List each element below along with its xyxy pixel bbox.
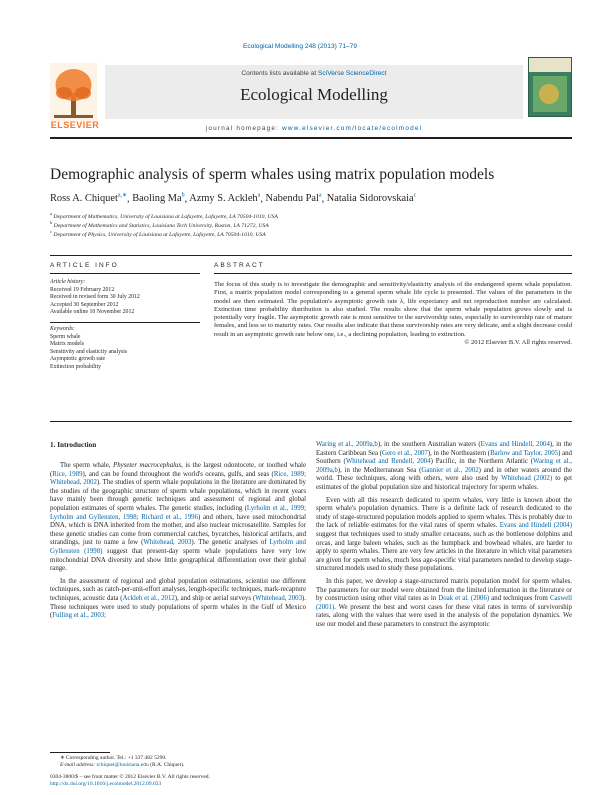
author-name: Nabendu Pal: [265, 193, 319, 205]
copyright-notice: © 2012 Elsevier B.V. All rights reserved.: [464, 339, 572, 347]
contents-prefix: Contents lists available at: [241, 70, 319, 77]
body-paragraph: [50, 578, 306, 621]
citation-link[interactable]: Rice, 1989: [52, 470, 83, 478]
citation-link[interactable]: Waring et al., 2009a,b: [316, 458, 573, 474]
author: [327, 193, 417, 204]
citation-link[interactable]: Whitehead, 2003: [143, 539, 192, 547]
text-run: , is the largest odontocete, or toothed whale (: [50, 462, 306, 478]
citation-link[interactable]: Gannier et al., 2002: [421, 466, 479, 474]
publisher-name: ELSEVIER: [50, 120, 100, 130]
author-affiliation-marker[interactable]: a: [318, 193, 322, 199]
keywords-label: Keywords:: [50, 326, 75, 332]
citation-link[interactable]: Gero et al., 2007: [382, 449, 428, 457]
email-link[interactable]: rchiquet@louisiana.edu: [96, 762, 149, 768]
citation-link[interactable]: Waring et al., 2009a,b: [316, 441, 378, 448]
author-affiliation-marker[interactable]: a,∗: [117, 193, 128, 199]
author: [50, 193, 127, 204]
keyword-item[interactable]: Matrix models: [50, 341, 84, 348]
keyword-item[interactable]: Sensitivity and elasticity analysis: [50, 348, 128, 355]
text-run: ) and in other waters around the world. These techniques, along with others, were also used by: [316, 466, 572, 483]
citation-link[interactable]: Barlow and Taylor, 2005: [490, 449, 559, 457]
text-run: ) and Southern (: [316, 449, 572, 466]
citation-link[interactable]: Rice, 1989; Whitehead, 2002: [50, 470, 306, 487]
author-affiliation-marker[interactable]: c: [413, 193, 417, 199]
journal-homepage-link[interactable]: www.elsevier.com/locate/ecolmodel: [282, 125, 423, 132]
author: [266, 193, 322, 204]
sciencedirect-link[interactable]: SciVerse ScienceDirect: [318, 70, 387, 77]
author-name: Azmy S. Ackleh: [189, 193, 258, 205]
citation-link[interactable]: Evans and Hindell, 2004: [480, 441, 550, 448]
citation-link[interactable]: Ackleh et al., 2012: [122, 594, 175, 602]
text-run: ), and can be found throughout the world's oceans, gulfs, and seas (: [82, 470, 274, 478]
affiliation-a: [50, 211, 572, 220]
contents-line: [105, 70, 523, 77]
affiliation-marker: c: [50, 229, 52, 234]
email-suffix: (R.A. Chiquet).: [148, 762, 185, 768]
text-run: ) Pacific, in the Northern Atlantic (: [430, 458, 534, 466]
homepage-prefix: journal homepage:: [205, 125, 283, 132]
affiliation-marker: b: [50, 220, 53, 225]
cover-title-band: [529, 58, 571, 72]
header-rule: [50, 255, 572, 256]
journal-masthead: [50, 55, 572, 137]
text-run: The sperm whale,: [60, 462, 114, 469]
history-item: Available online 10 November 2012: [50, 309, 135, 316]
article-history: [50, 279, 200, 317]
history-item: Accepted 30 September 2012: [50, 301, 119, 308]
history-label: Article history:: [50, 279, 86, 285]
body-paragraph: [316, 497, 572, 574]
author-affiliation-marker[interactable]: b: [181, 193, 185, 199]
text-run: suggest that techniques used to study smaller cetaceans, such as the bottlenose dolphins and orcas, and large baleen whales, such as the humpback and bowhead whales, are harder to apply to sperm whales. There are very few articles in the literature in which vital parameters are given for sperm whales, much less age-specific vital parameters needed to develop stage-structured models used to study these populations.: [316, 530, 572, 573]
email-note: [50, 762, 306, 769]
masthead-rule: [50, 137, 572, 139]
citation-link[interactable]: Fulling et al., 2003;: [52, 612, 107, 620]
citation-link[interactable]: Whitehead, 2003: [255, 594, 302, 602]
author-affiliation-marker[interactable]: a: [257, 193, 261, 199]
text-run: . We present the best and worst cases for these vital rates in terms of survivorship rates, along with the values that were used in the analysis of the population dynamics. We use our model and these parameters to construct the asymptotic: [316, 603, 572, 628]
author: [189, 193, 260, 204]
text-run: and techniques from: [489, 595, 550, 603]
citation-link[interactable]: Caswell (2001): [316, 595, 572, 611]
text-run: ), in the Mediterranean Sea (: [337, 466, 422, 474]
abstract-body: [214, 281, 572, 347]
text-run: ), in the southern Australian waters (: [377, 441, 481, 448]
text-run: ). These techniques were used to study populations of sperm whales in the Gulf of Mexico (: [50, 594, 306, 620]
citation-link[interactable]: Whitehead and Rendell, 2004: [345, 458, 431, 466]
text-run: In the assessment of regional and global population estimations, scientist use different techniques, such as catch-per-unit-effort analyses, length-specific techniques, mark-recapture techniques, acoustic data (: [50, 577, 306, 602]
author: [132, 193, 184, 204]
text-run: ), in the Eastern Caribbean Sea (: [316, 441, 572, 457]
author-list: Ross A. Chiquet$^{a,∗}$, Baoling Ma$^b$, Azmy S. Ackleh$^a$, Nabendu Pal$^a$, Natalia Sidorovskaia$^c$: [50, 193, 417, 205]
abstract-heading: ABSTRACT: [214, 262, 265, 269]
email-label: E-mail address:: [60, 762, 96, 768]
text-run: suggest that present-day sperm whale populations have very low mitochondrial DNA diversity and show little geographical differentiation over their global range.: [50, 547, 306, 573]
text-run: Even with all this research dedicated to sperm whales, very little is known about the sperm whale's population dynamics. There is a definite lack of research dedicated to the study of stage-structured population models applied to sperm whales. This is probably due to the lack of reliable estimates for the vital rates of sperm whales.: [316, 496, 572, 530]
keyword-item[interactable]: Sperm whale: [50, 333, 81, 340]
text-run: In this paper, we develop a stage-structured matrix population model for sperm whales. The parameters for our model were obtained from the limited information in the literature or by construction using other vital rates as in: [316, 577, 572, 603]
author-name: Baoling Ma: [132, 193, 182, 205]
corresponding-author-note: ∗ Corresponding author. Tel.: +1 337 482 5290.: [60, 755, 167, 761]
doi-link[interactable]: http://dx.doi.org/10.1016/j.ecolmodel.2012.09.023: [50, 781, 162, 787]
abstract-rule: [214, 273, 572, 274]
article-title: Demographic analysis of sperm whales using matrix population models: [50, 166, 495, 183]
body-paragraph: [316, 578, 572, 630]
cover-photo-detail: [539, 84, 559, 104]
author-name: Ross A. Chiquet: [50, 193, 118, 205]
history-item: Received in revised form 30 July 2012: [50, 294, 140, 301]
text-run: to get estimates of the global population size and historical trajectory for sperm whales.: [316, 475, 573, 491]
abstract-text: The focus of this study is to investigate the demographic and sensitivity/elasticity analysis of the endangered sperm whale population. First, a matrix population model corresponding to a general sperm whale life cycle is presented. The values of the parameters in the model are then estimated. The population's asymptotic growth rate λ, life expectancy and net reproduction number are calculated. Extinction time probability distribution is also studied. The results show that the sperm whale population grows slowly and is potentially very fragile. The asymptotic growth rate is most sensitive to the survivorship rates, especially to survivorship rate of mature females, and less so to maturity rates. Our results also indicate that these survivorship rates are very delicate, and a slight decrease could result in an asymptotic growth rate below one, i.e., a declining population, leading to extinction.: [214, 281, 572, 338]
body-column-right: [316, 441, 572, 629]
body-paragraph: [50, 462, 306, 574]
homepage-line: [105, 125, 523, 132]
affiliation-c: [50, 229, 572, 238]
issn-line: 0304-3800/$ – see front matter © 2012 Elsevier B.V. All rights reserved.: [50, 774, 210, 780]
section-heading-introduction: 1. Introduction: [50, 441, 97, 449]
journal-cover-image: [528, 57, 572, 117]
affiliation-b: [50, 220, 572, 229]
keywords-rule: [50, 322, 200, 323]
body-paragraph: [316, 441, 572, 493]
text-run: ) and others, have used mitochondrial DNA, which is DNA inherited from the mother, and also nuclear microsatellite. Samples for these genetic studies can come from commercial catches, bycatches, historical artifacts, and strandings, just to name a few (: [50, 513, 306, 547]
text-run: ). The studies of sperm whale populations in the literature are dominated by the studies of the geographic structure of sperm whale populations, which in recent years have mainly been through genetic techniques and assessment of regional and global population estimates of sperm whales. The genetic studies, including (: [50, 479, 306, 512]
body-column-left: [50, 462, 306, 621]
affiliation-marker: a: [50, 211, 52, 216]
keyword-item[interactable]: Extinction probability: [50, 363, 102, 370]
citation-link[interactable]: Lyrholm et al., 1999; Lyrholm and Gyllensten, 1998; Richard et al., 1996: [50, 504, 306, 521]
author-name: Natalia Sidorovskaia: [326, 193, 414, 205]
footnotes: [50, 755, 306, 788]
affiliation-text: Department of Mathematics and Statistics, Louisiana Tech University, Ruston, LA 71272, USA: [53, 222, 269, 229]
citation-link[interactable]: Lyrholm and Gyllensten (1998): [50, 539, 306, 555]
citation-link[interactable]: Doak et al. (2006): [438, 595, 490, 603]
article-info-heading: ARTICLE INFO: [50, 262, 119, 269]
keyword-item[interactable]: Asymptotic growth rate: [50, 356, 106, 363]
history-item: Received 19 February 2012: [50, 286, 115, 293]
affiliation-text: Department of Physics, University of Louisiana at Lafayette, Lafayette, LA 70504-1010, USA: [53, 231, 266, 238]
journal-reference[interactable]: Ecological Modelling 248 (2013) 71–79: [242, 43, 357, 50]
species-name: Physeter macrocephalus: [113, 462, 182, 469]
abstract-bottom-rule: [50, 421, 572, 422]
footnote-rule: [50, 752, 110, 753]
text-run: ), and ship or aerial surveys (: [174, 594, 256, 602]
journal-title: Ecological Modelling: [240, 85, 388, 104]
article-info-rule: [50, 273, 200, 274]
citation-link[interactable]: Evans and Hindell (2004): [499, 522, 573, 530]
text-run: ), in the Northeastern (: [427, 449, 491, 457]
text-run: ). The genetic analyses of: [191, 539, 270, 547]
citation-link[interactable]: Whitehead (2002): [501, 475, 553, 483]
affiliation-text: Department of Mathematics, University of Louisiana at Lafayette, Lafayette, LA 70504-1010, USA: [53, 213, 278, 220]
keywords: [50, 326, 200, 372]
